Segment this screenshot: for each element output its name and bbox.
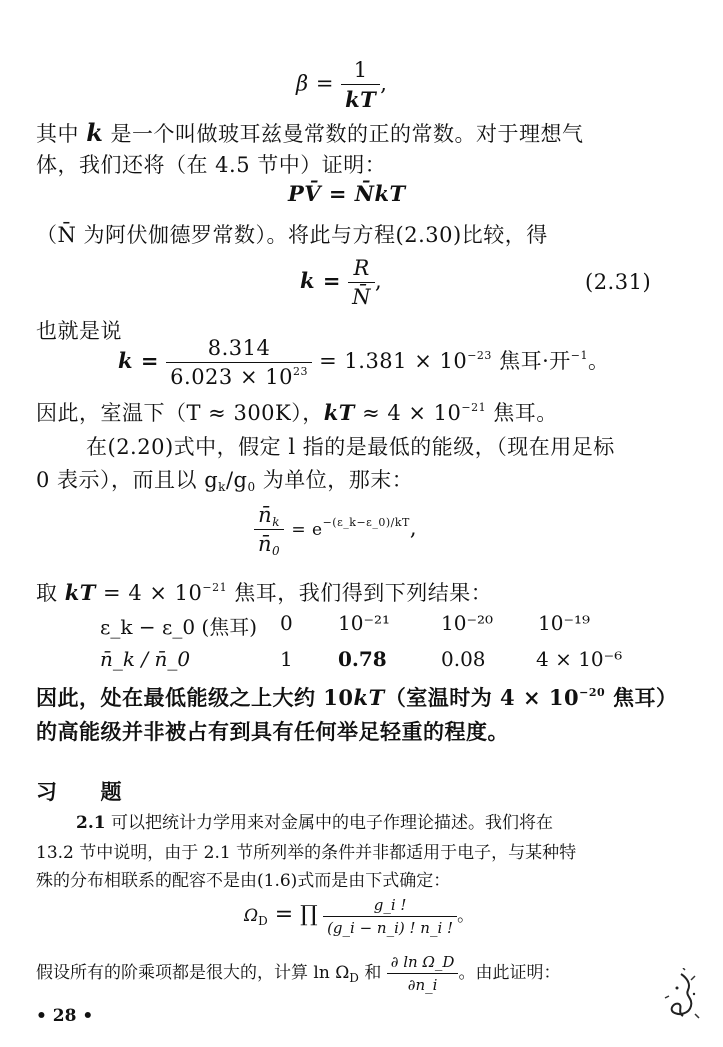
- table-row-label: ε_k − ε_0 (焦耳): [100, 615, 258, 639]
- page-number: • 28 •: [36, 1006, 94, 1026]
- table-cell: 0.78: [338, 647, 387, 671]
- table-cell: 10⁻¹⁹: [538, 611, 591, 635]
- paragraph-line: 体，我们还将（在 4.5 节中）证明：: [36, 153, 387, 177]
- equation-beta: β = $\frac{1}{kT}$ ,: [296, 58, 388, 112]
- table-cell: 0.08: [441, 647, 486, 671]
- paragraph-line: （N̄ 为阿伏伽德罗常数）。将此与方程(2.30)比较，得: [36, 223, 548, 247]
- paragraph-line: 因此，处在最低能级之上大约 10kT（室温时为 $4 \times 10^{-20}$ 焦耳）: [36, 685, 678, 710]
- table-cell: 0: [280, 611, 293, 635]
- paragraph-line: 因此，室温下（T ≈ 300K），kT ≈ $4 \times 10^{-21}$ 焦耳。: [36, 400, 558, 425]
- section-title: 习 题: [36, 779, 122, 804]
- table-row-label: n̄_k / n̄_0: [100, 647, 191, 671]
- equation-k: k = $\frac{R}{N̄}$ ,: [300, 256, 383, 309]
- paragraph-line: 在(2.20)式中，假定 l 指的是最低的能级，（现在用足标: [86, 435, 615, 459]
- equation-omega: $\Omega_D$ = ∏ $\frac{g\_i !}{(g\_i - n\_i) ! n\_i !}$ 。: [244, 896, 475, 937]
- paragraph-line: 的高能级并非被占有到具有任何举足轻重的程度。: [36, 719, 509, 744]
- paragraph-line: 取 kT = $4 \times 10^{-21}$ 焦耳，我们得到下列结果：: [36, 580, 493, 605]
- problem-line: 殊的分布相联系的配容不是由(1.6)式而是由下式确定：: [36, 871, 451, 891]
- table-cell: 4 × 10⁻⁶: [536, 647, 623, 671]
- paragraph-line: 也就是说: [36, 319, 122, 343]
- problem-line: 假设所有的阶乘项都是很大的，计算 $\ln \Omega_D$ 和 $\frac{\text{∂ ln Ω\_D}}{\partial n\_i}$ 。由此证明：: [36, 953, 561, 994]
- ink-smudge-icon: [661, 968, 705, 1022]
- paragraph-line: 其中 k 是一个叫做玻耳兹曼常数的正的常数。对于理想气: [36, 118, 584, 147]
- equation-numeric-k: k = $\frac{8.314}{6.023 \times 10^{23}}$ = $1.381 \times 10^{-23}$ 焦耳·开$^{-1}$。: [118, 336, 610, 389]
- problem-line: 2.1 可以把统计力学用来对金属中的电子作理论描述。我们将在: [76, 813, 553, 833]
- equation-label: (2.31): [585, 270, 652, 294]
- table-cell: 1: [280, 647, 293, 671]
- problem-line: 13.2 节中说明，由于 2.1 节所列举的条件并非都适用于电子，与某种特: [36, 843, 577, 863]
- table-cell: 10⁻²¹: [338, 611, 391, 635]
- paragraph-line: 0 表示），而且以 $g_k/g_0$ 为单位，那末：: [36, 468, 414, 494]
- table-cell: 10⁻²⁰: [441, 611, 494, 635]
- equation-ideal-gas: PV̄ = N̄kT: [288, 181, 406, 206]
- equation-occupation-ratio: $\frac{n̄_k}{n̄_0}$ = $e^{-(\varepsilon\_k-\varepsilon\_0)/kT}$,: [254, 503, 417, 556]
